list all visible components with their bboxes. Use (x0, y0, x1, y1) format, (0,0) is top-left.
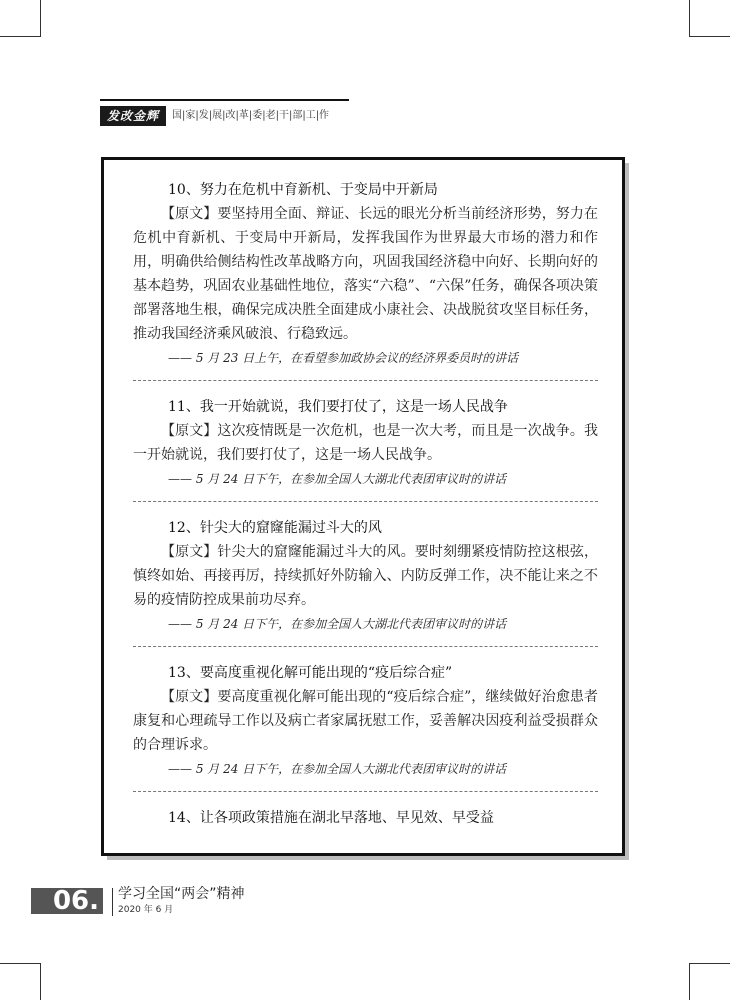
section-text: 要高度重视化解可能出现的“疫后综合症”，继续做好治愈患者康复和心理疏导工作以及病亡者家属抚慰工作，妥善解决因疫利益受损群众的合理诉求。 (133, 689, 598, 753)
quote-section (133, 516, 598, 636)
section-title: 11、我一开始就说，我们要打仗了，这是一场人民战争 (168, 399, 508, 415)
section-source: —— 5 月 24 日下午，在参加全国人大湖北代表团审议时的讲话 (168, 762, 507, 776)
header-rule (100, 99, 349, 101)
section-source: —— 5 月 24 日下午，在参加全国人大湖北代表团审议时的讲话 (168, 617, 507, 631)
crop-mark (0, 36, 41, 37)
source-tag: 【原文】 (161, 689, 218, 705)
section-divider (133, 380, 598, 381)
section-source: —— 5 月 24 日下午，在参加全国人大湖北代表团审议时的讲话 (168, 472, 507, 486)
source-tag: 【原文】 (161, 423, 218, 439)
section-divider (133, 791, 598, 792)
crop-mark (0, 963, 41, 964)
page-number: 06. (31, 888, 103, 914)
section-body (133, 540, 598, 612)
section-body (133, 202, 598, 346)
section-text: 针尖大的窟窿能漏过斗大的风。要时刻绷紧疫情防控这根弦，慎终如始、再接再厉，持续抓好外防输入、内防反弹工作，决不能让来之不易的疫情防控成果前功尽弃。 (133, 544, 599, 608)
crop-mark (689, 0, 690, 36)
header-subtitle: 国|家|发|展|改|革|委|老|干|部|工|作 (172, 110, 330, 121)
crop-mark (40, 964, 41, 1000)
section-divider (133, 501, 598, 502)
source-tag: 【原文】 (161, 206, 218, 222)
section-text: 这次疫情既是一次危机，也是一次大考，而且是一次战争。我一开始就说，我们要打仗了，这是一场人民战争。 (133, 423, 599, 463)
section-body (133, 419, 598, 467)
quote-section (133, 661, 598, 781)
section-title: 13、要高度重视化解可能出现的“疫后综合症” (168, 665, 453, 681)
section-source: —— 5 月 23 日上午，在看望参加政协会议的经济界委员时的讲话 (168, 351, 519, 365)
crop-mark (40, 0, 41, 36)
section-title: 12、针尖大的窟窿能漏过斗大的风 (168, 520, 382, 536)
section-divider (133, 646, 598, 647)
article-content (133, 178, 598, 830)
section-title: 14、让各项政策措施在湖北早落地、早见效、早受益 (168, 810, 494, 826)
section-text: 要坚持用全面、辩证、长远的眼光分析当前经济形势，努力在危机中育新机、于变局中开新局，发挥我国作为世界最大市场的潜力和作用，明确供给侧结构性改革战略方向，巩固我国经济稳中向好、长期向好的基本趋势，巩固农业基础性地位，落实“六稳”、“六保”任务，确保各项决策部署落地生根，确保完成决胜全面建成小康社会、决战脱贫攻坚目标任务，推动我国经济乘风破浪、行稳致远。 (133, 206, 599, 342)
quote-section (133, 178, 598, 370)
header-logo: 发改金辉 (100, 106, 166, 126)
section-title: 10、努力在危机中育新机、于变局中开新局 (168, 182, 438, 198)
crop-mark (689, 964, 690, 1000)
footer-separator (112, 888, 113, 916)
crop-mark (689, 36, 730, 37)
source-tag: 【原文】 (161, 544, 218, 560)
crop-mark (689, 963, 730, 964)
quote-section (133, 395, 598, 491)
footer-title: 学习全国“两会”精神 (118, 886, 245, 902)
section-body (133, 685, 598, 757)
footer-date: 2020 年 6 月 (118, 905, 174, 915)
